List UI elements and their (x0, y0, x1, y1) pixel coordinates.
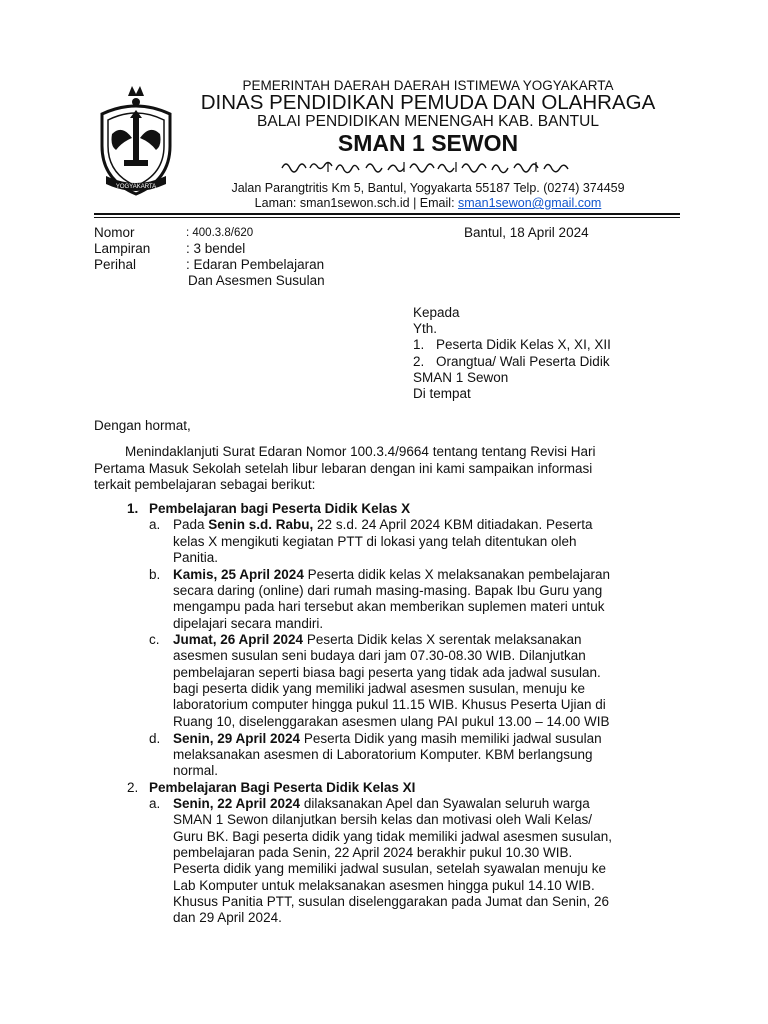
s1c-line3: pembelajaran seperti biasa bagi peserta yang tidak ada jadwal susulan. (173, 665, 601, 680)
s2a-label: a. (149, 796, 161, 811)
s2a-line1 (173, 796, 590, 811)
javanese-script-line (278, 156, 578, 176)
s2a-line3: Guru BK. Bagi peserta didik yang tidak memiliki jadwal asesmen susulan, (173, 829, 612, 844)
recipient-item1-number: 1. (413, 337, 425, 352)
s1d-line1 (173, 731, 602, 746)
s1c-line6: Ruang 10, diselenggarakan asesmen ulang PAI pukul 13.00 – 14.00 WIB (173, 714, 610, 729)
s1a-bold: Senin s.d. Rabu, (208, 517, 314, 532)
nomor-label: Nomor (94, 225, 135, 240)
greeting: Dengan hormat, (94, 418, 191, 433)
section1-number: 1. (127, 501, 139, 516)
letterhead-office: BALAI PENDIDIKAN MENENGAH KAB. BANTUL (257, 113, 599, 130)
s2a-line5: Peserta didik yang memiliki jadwal susulan, setelah syawalan menuju ke (173, 861, 606, 876)
recipient-yth: Yth. (413, 321, 438, 336)
lampiran-value: : 3 bendel (186, 241, 246, 256)
s1a-line2: kelas X mengikuti kegiatan PTT di lokasi yang telah ditentukan oleh (173, 534, 577, 549)
s1d-label: d. (149, 731, 161, 746)
s1c-bold: Jumat, 26 April 2024 (173, 632, 304, 647)
s1c-post: Peserta Didik kelas X serentak melaksanakan (303, 632, 582, 647)
letterhead-divider-thin (94, 217, 680, 218)
lampiran-label: Lampiran (94, 241, 151, 256)
s2a-bold: Senin, 22 April 2024 (173, 796, 301, 811)
letterhead-contact (188, 196, 668, 210)
perihal-value-line1: : Edaran Pembelajaran (186, 257, 325, 272)
s2a-post: dilaksanakan Apel dan Syawalan seluruh warga (300, 796, 590, 811)
s1d-post: Peserta Didik yang masih memiliki jadwal susulan (300, 731, 602, 746)
s1d-line2: melaksanakan asesmen di Laboratorium Komputer. KBM berlangsung (173, 747, 593, 762)
s1b-line1 (173, 567, 610, 582)
intro-line3: terkait pembelajaran sebagai berikut: (94, 477, 316, 492)
letterhead-government: PEMERINTAH DAERAH DAERAH ISTIMEWA YOGYAKARTA (242, 78, 614, 93)
intro-line1: Menindaklanjuti Surat Edaran Nomor 100.3.4/9664 tentang tentang Revisi Hari (125, 444, 596, 459)
s1c-line4: bagi peserta didik yang memiliki jadwal asesmen susulan, menuju ke (173, 681, 585, 696)
section1-title: Pembelajaran bagi Peserta Didik Kelas X (149, 501, 411, 516)
s1b-line4: dipelajari secara mandiri. (173, 616, 324, 631)
perihal-value-line2: Dan Asesmen Susulan (188, 273, 325, 288)
recipient-item1: Peserta Didik Kelas X, XI, XII (436, 337, 611, 352)
s2a-line7: Khusus Panitia PTT, susulan diselenggarakan pada Jumat dan Senin, 26 (173, 894, 610, 909)
s1c-line5: laboratorium computer hingga pukul 11.15 WIB. Khusus Peserta Ujian di (173, 697, 606, 712)
intro-line2: Pertama Masuk Sekolah setelah libur lebaran dengan ini kami sampaikan informasi (94, 461, 593, 476)
letterhead-department: DINAS PENDIDIKAN PEMUDA DAN OLAHRAGA (200, 91, 656, 114)
s1d-bold: Senin, 29 April 2024 (173, 731, 301, 746)
letterhead-school-name: SMAN 1 SEWON (337, 130, 519, 156)
recipient-item2-number: 2. (413, 354, 425, 369)
recipient-item2: Orangtua/ Wali Peserta Didik (436, 354, 610, 369)
school-emblem-logo (92, 84, 180, 200)
letter-date: Bantul, 18 April 2024 (464, 225, 589, 240)
perihal-label: Perihal (94, 257, 137, 272)
s2a-line2: SMAN 1 Sewon dilanjutkan bersih kelas dan motivasi oleh Wali Kelas/ (173, 812, 592, 827)
s1c-line1 (173, 632, 581, 647)
s2a-line4: pembelajaran pada Senin, 22 April 2024 berakhir pukul 10.30 WIB. (173, 845, 573, 860)
section2-number: 2. (127, 780, 139, 795)
recipient-kepada: Kepada (413, 305, 460, 320)
s2a-line6: Lab Komputer untuk melaksanakan asesmen hingga pukul 14.10 WIB. (173, 878, 595, 893)
s1d-line3: normal. (173, 763, 219, 778)
s1c-label: c. (149, 632, 160, 647)
section2-title: Pembelajaran Bagi Peserta Didik Kelas XI (149, 780, 416, 795)
recipient-school: SMAN 1 Sewon (413, 370, 509, 385)
nomor-value: : 400.3.8/620 (186, 227, 254, 239)
s1a-post: 22 s.d. 24 April 2024 KBM ditiadakan. Peserta (313, 517, 593, 532)
logo-banner-text: YOGYAKARTA (115, 184, 157, 190)
s1b-post: Peserta didik kelas X melaksanakan pembelajaran (303, 567, 610, 582)
letterhead-divider-thick (94, 213, 680, 215)
s1a-label: a. (149, 517, 161, 532)
letterhead-address: Jalan Parangtritis Km 5, Bantul, Yogyakarta 55187 Telp. (0274) 374459 (231, 181, 625, 195)
s1a-pre: Pada (173, 517, 209, 532)
s1c-line2: asesmen susulan seni budaya dari jam 07.30-08.30 WIB. Dilanjutkan (173, 648, 586, 663)
recipient-place: Di tempat (413, 386, 471, 401)
letterhead-email-link[interactable]: sman1sewon@gmail.com (458, 196, 602, 210)
s1b-line3: mengampu pada hari tersebut akan memberikan suplemen materi untuk (173, 599, 605, 614)
s1a-line3: Panitia. (173, 550, 219, 565)
s2a-line8: dan 29 April 2024. (173, 910, 282, 925)
s1b-bold: Kamis, 25 April 2024 (173, 567, 304, 582)
s1a-line1 (173, 517, 592, 532)
s1b-line2: secara daring (online) dari rumah masing-masing. Bapak Ibu Guru yang (173, 583, 603, 598)
letterhead-website: Laman: sman1sewon.sch.id | Email: (254, 196, 459, 210)
s1b-label: b. (149, 567, 161, 582)
